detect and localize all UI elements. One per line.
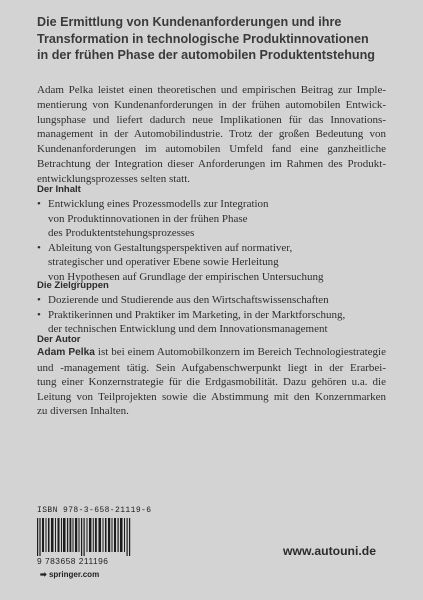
author-name: Adam Pelka bbox=[37, 347, 95, 358]
bullet-icon: • bbox=[37, 308, 41, 321]
barcode-digits: 9 783658 211196 bbox=[37, 556, 109, 566]
list-item-line: strategischer und operativer Ebene sowie Herleitung bbox=[48, 256, 279, 269]
intro-line: Adam Pelka leistet einen theoretischen und empirischen Beitrag zur Imple- bbox=[37, 84, 386, 96]
website-url[interactable]: www.autouni.de bbox=[283, 544, 376, 558]
list-item bbox=[37, 241, 392, 285]
list-item bbox=[37, 308, 392, 337]
intro-line: Betrachtung der Integration dieser Anforderungen im Rahmen des Produkt- bbox=[37, 157, 386, 170]
autor-paragraph bbox=[37, 345, 386, 419]
list-item-line: von Produktinnovationen in der frühen Phase bbox=[48, 212, 248, 225]
autor-line: und -management tätig. Sein Aufgabenschwerpunkt liegt in der Erarbei- bbox=[37, 361, 386, 374]
list-item-line: der technischen Entwicklung und dem Innovationsmanagement bbox=[48, 323, 328, 336]
inhalt-list bbox=[37, 197, 392, 285]
autor-line-text: ist bei einem Automobilkonzern im Bereich Technologiestrategie bbox=[94, 346, 386, 358]
bullet-icon: • bbox=[37, 241, 41, 254]
isbn-text: ISBN 978-3-658-21119-6 bbox=[37, 506, 152, 515]
intro-line: mentierung von Kundenanforderungen in der frühen automobilen Entwick- bbox=[37, 98, 386, 111]
springer-link[interactable] bbox=[40, 570, 99, 579]
inhalt-heading: Der Inhalt bbox=[37, 184, 81, 195]
list-item-line: des Produktentstehungsprozesses bbox=[48, 227, 195, 240]
barcode-image bbox=[37, 518, 131, 556]
title-line: Transformation in technologische Produktinnovationen bbox=[37, 31, 369, 46]
list-item-line: Praktikerinnen und Praktiker im Marketing, in der Marktforschung, bbox=[48, 308, 346, 321]
list-item-line: Entwicklung eines Prozessmodells zur Integration bbox=[48, 198, 269, 210]
autor-line: zu diversen Inhalten. bbox=[37, 405, 129, 418]
zielgruppen-heading: Die Zielgruppen bbox=[37, 280, 109, 291]
title-line: in der frühen Phase der automobilen Produktentstehung bbox=[37, 48, 375, 62]
book-title bbox=[37, 14, 397, 64]
autor-line bbox=[37, 345, 386, 361]
autor-line: tung einer Konzernstrategie für die Erdgasmobilität. Dazu gehören u.a. die bbox=[37, 376, 386, 389]
list-item-line: Ableitung von Gestaltungsperspektiven auf normativer, bbox=[48, 241, 293, 254]
list-item-line: von Hypothesen auf Grundlage der empirischen Untersuchung bbox=[48, 270, 324, 283]
intro-line: Kundenanforderungen im automobilen Umfeld fand eine ganzheitliche bbox=[37, 143, 386, 156]
autor-line: Leitung von Teilprojekten sowie die Abstimmung mit den Konzernmarken bbox=[37, 390, 386, 403]
list-item bbox=[37, 293, 392, 308]
bullet-icon: • bbox=[37, 294, 41, 306]
title-line: Die Ermittlung von Kundenanforderungen und ihre bbox=[37, 15, 342, 29]
bullet-icon: • bbox=[37, 198, 41, 210]
springer-text: springer.com bbox=[48, 570, 100, 579]
intro-line: management in der Automobilindustrie. Trotz der großen Bedeutung von bbox=[37, 128, 386, 141]
list-item-line: Dozierende und Studierende aus den Wirtschaftswissenschaften bbox=[48, 294, 329, 306]
autor-heading: Der Autor bbox=[37, 334, 81, 345]
intro-line: lungsphase und liefert dadurch neue Implikationen für das Innovations- bbox=[37, 113, 386, 126]
list-item bbox=[37, 197, 392, 241]
intro-line: entwicklungsprozesses selten statt. bbox=[37, 172, 191, 185]
zielgruppen-list bbox=[37, 293, 392, 337]
intro-paragraph bbox=[37, 83, 386, 187]
springer-arrow-icon: ➡ bbox=[40, 570, 49, 579]
